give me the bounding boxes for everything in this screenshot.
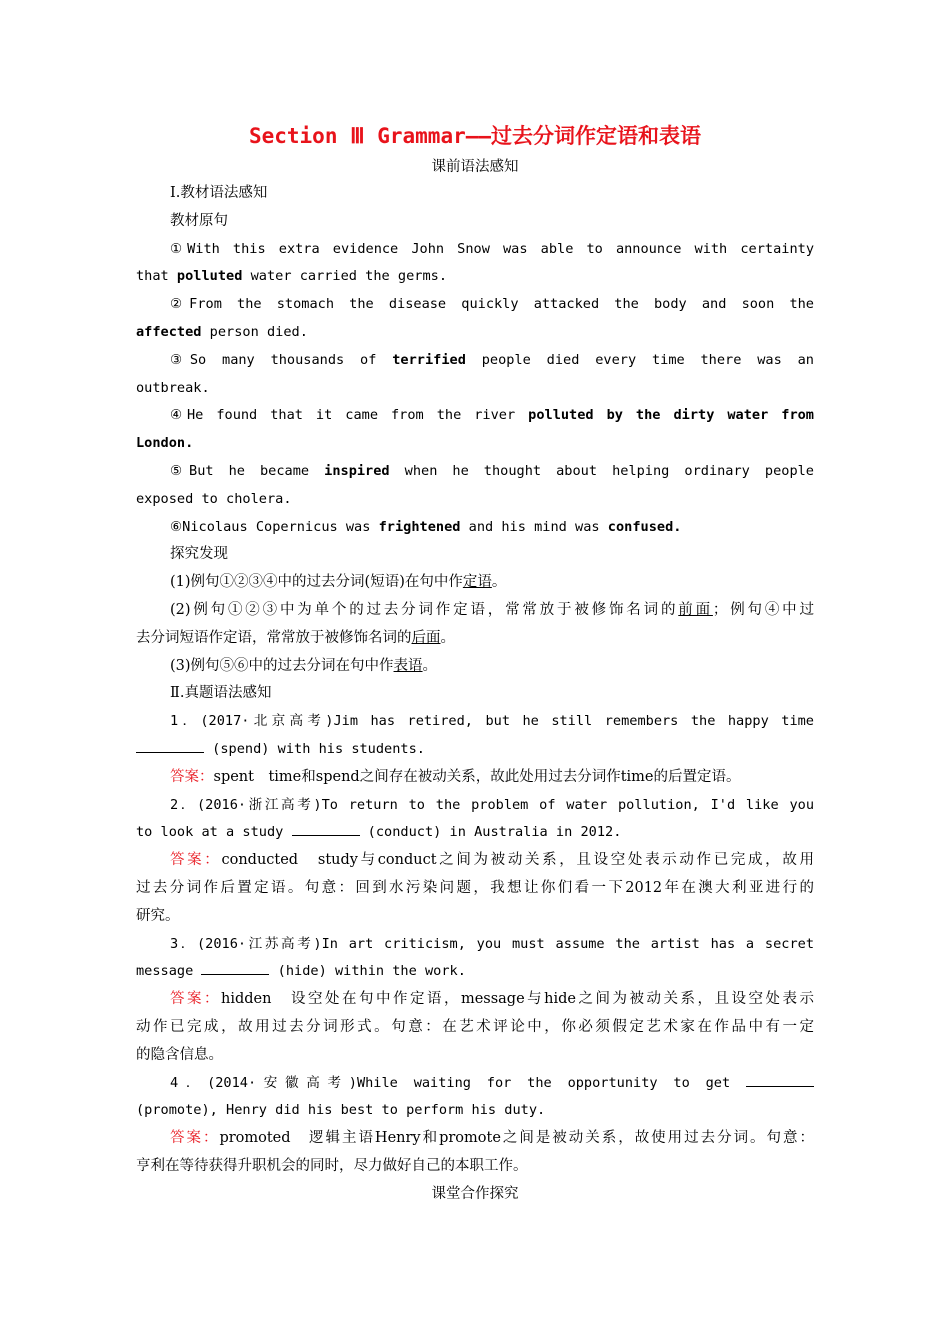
answer-2-cont2: 研究。	[136, 907, 180, 924]
discovery-2-cont: 去分词短语作定语，常常放于被修饰名词的后面。	[136, 629, 455, 646]
example-sentence-4: ④He found that it came from the river polluted by the dirty water from	[170, 407, 814, 424]
example-sentence-1: ①With this extra evidence John Snow was able to announce with certainty	[170, 240, 814, 257]
example-sentence-2: ②From the stomach the disease quickly attacked the body and soon the	[170, 296, 814, 313]
answer-blank	[201, 958, 269, 975]
question-4: 4．(2014·安徽高考)While waiting for the opportunity to get	[136, 1070, 814, 1098]
answer-2-cont: 过去分词作后置定语。句意：回到水污染问题，我想让你们看一下2012年在澳大利亚进行的	[136, 879, 814, 896]
example-sentence-3: ③So many thousands of terrified people died every time there was an	[170, 351, 814, 368]
example-sentence-5-cont: exposed to cholera.	[136, 490, 292, 507]
discovery-heading: 探究发现	[170, 546, 228, 563]
example-sentence-3-cont: outbreak.	[136, 379, 210, 396]
example-sentence-5: ⑤But he became inspired when he thought about helping ordinary people	[170, 462, 814, 479]
section-title: Section Ⅲ Grammar——过去分词作定语和表语	[248, 124, 702, 148]
question-1: 1．(2017·北京高考)Jim has retired, but he still remembers the happy time	[170, 713, 814, 730]
question-2-cont: to look at a study (conduct) in Australia in 2012.	[136, 819, 814, 847]
textbook-sentences-heading: 教材原句	[170, 212, 228, 229]
question-3-cont: message (hide) within the work.	[136, 958, 814, 986]
example-sentence-1-cont: that polluted water carried the germs.	[136, 268, 448, 285]
question-3: 3．(2016·江苏高考)In art criticism, you must assume the artist has a secret	[170, 935, 814, 952]
pre-class-heading: 课前语法感知	[431, 159, 519, 175]
document-page	[136, 118, 814, 1207]
answer-3-cont2: 的隐含信息。	[136, 1046, 223, 1063]
part2-heading: Ⅱ.真题语法感知	[170, 685, 272, 702]
answer-blank	[292, 819, 360, 836]
example-sentence-6: ⑥Nicolaus Copernicus was frightened and his mind was confused.	[170, 518, 682, 535]
answer-4: 答案：promoted 逻辑主语Henry和promote之间是被动关系，故使用过去分词。句意：	[170, 1130, 814, 1147]
answer-blank	[136, 736, 204, 753]
example-sentence-4-cont: London.	[136, 435, 194, 452]
discovery-3: (3)例句⑤⑥中的过去分词在句中作表语。	[170, 657, 438, 674]
discovery-1: (1)例句①②③④中的过去分词(短语)在句中作定语。	[170, 574, 507, 591]
discovery-2: (2)例句①②③中为单个的过去分词作定语，常常放于被修饰名词的前面；例句④中过	[170, 601, 814, 618]
answer-3: 答案：hidden 设空处在句中作定语，message与hide之间为被动关系，且设空处表示	[170, 991, 814, 1008]
answer-3-cont: 动作已完成，故用过去分词形式。句意：在艺术评论中，你必须假定艺术家在作品中有一定	[136, 1018, 814, 1035]
question-1-cont: (spend) with his students.	[136, 736, 814, 764]
answer-blank	[746, 1070, 814, 1087]
question-4-cont: (promote), Henry did his best to perform his duty.	[136, 1102, 546, 1119]
part1-heading: Ⅰ.教材语法感知	[170, 185, 268, 201]
answer-1: 答案：spent time和spend之间存在被动关系，故此处用过去分词作time的后置定语。	[170, 768, 741, 785]
answer-4-cont: 亨利在等待获得升职机会的同时，尽力做好自己的本职工作。	[136, 1157, 528, 1174]
in-class-heading: 课堂合作探究	[431, 1185, 519, 1202]
question-2: 2．(2016·浙江高考)To return to the problem of water pollution, I'd like you	[170, 796, 814, 813]
example-sentence-2-cont: affected person died.	[136, 323, 308, 340]
answer-2: 答案：conducted study与conduct之间为被动关系，且设空处表示动作已完成，故用	[170, 852, 814, 869]
